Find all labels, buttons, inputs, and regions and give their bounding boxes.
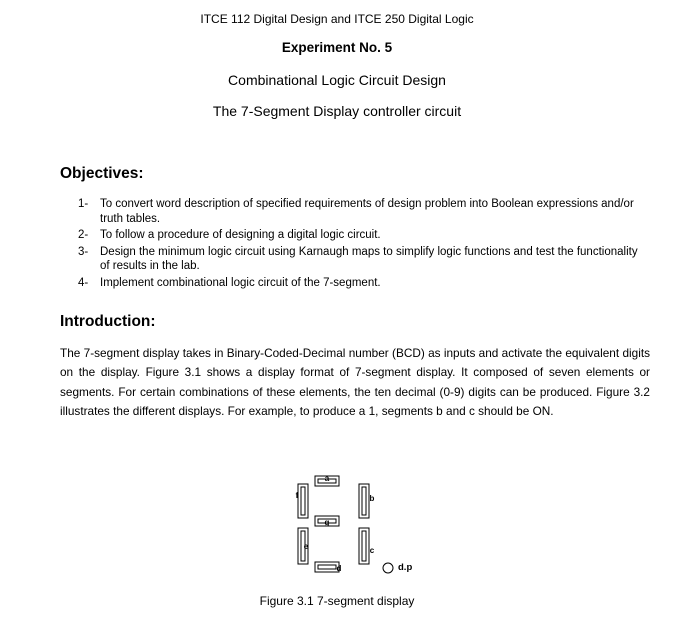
decimal-point-label: d.p [398,562,413,573]
experiment-topic: Combinational Logic Circuit Design [228,72,446,88]
introduction-heading: Introduction: [60,313,156,330]
segment-label-f: f [295,491,299,500]
segment-label-b: b [369,494,375,503]
segment-label-a: a [324,474,330,483]
introduction-paragraph: The 7-segment display takes in Binary-Coded-Decimal number (BCD) as inputs and activate the equivalent digits on the display. Figure 3.1 shows a display format of 7-segment display. It composed of seven elements or segments. For certain combinations of these elements, the ten decimal (0-9) digits can be produced. Figure 3.2 illustrates the different displays. For example, to produce a 1, segments b and c should be ON. [60,346,650,419]
objectives-heading: Objectives: [60,165,144,182]
objectives-list [78,197,638,293]
list-item: 4- Implement combinational logic circuit of the 7-segment. [78,276,381,289]
experiment-number: Experiment No. 5 [281,40,393,55]
list-item: 1- To convert word description of specified requirements of design problem into Boolean expressions and/or truth tables. [78,198,634,225]
segment-label-g: g [324,518,330,527]
segment-f [298,484,308,518]
seven-segment-figure [270,466,430,586]
figure-caption: Figure 3.1 7-segment display [259,594,415,608]
segment-label-c: c [369,546,375,555]
list-item: 3- Design the minimum logic circuit using Karnaugh maps to simplify logic functions and test the functionality of results in the lab. [78,245,638,273]
segment-label-e: e [303,542,309,551]
decimal-point [383,563,393,573]
experiment-title: The 7-Segment Display controller circuit [212,103,462,119]
list-item: 2- To follow a procedure of designing a digital logic circuit. [78,229,381,242]
segment-label-d: d [336,564,342,573]
course-title: ITCE 112 Digital Design and ITCE 250 Digital Logic [200,12,474,26]
